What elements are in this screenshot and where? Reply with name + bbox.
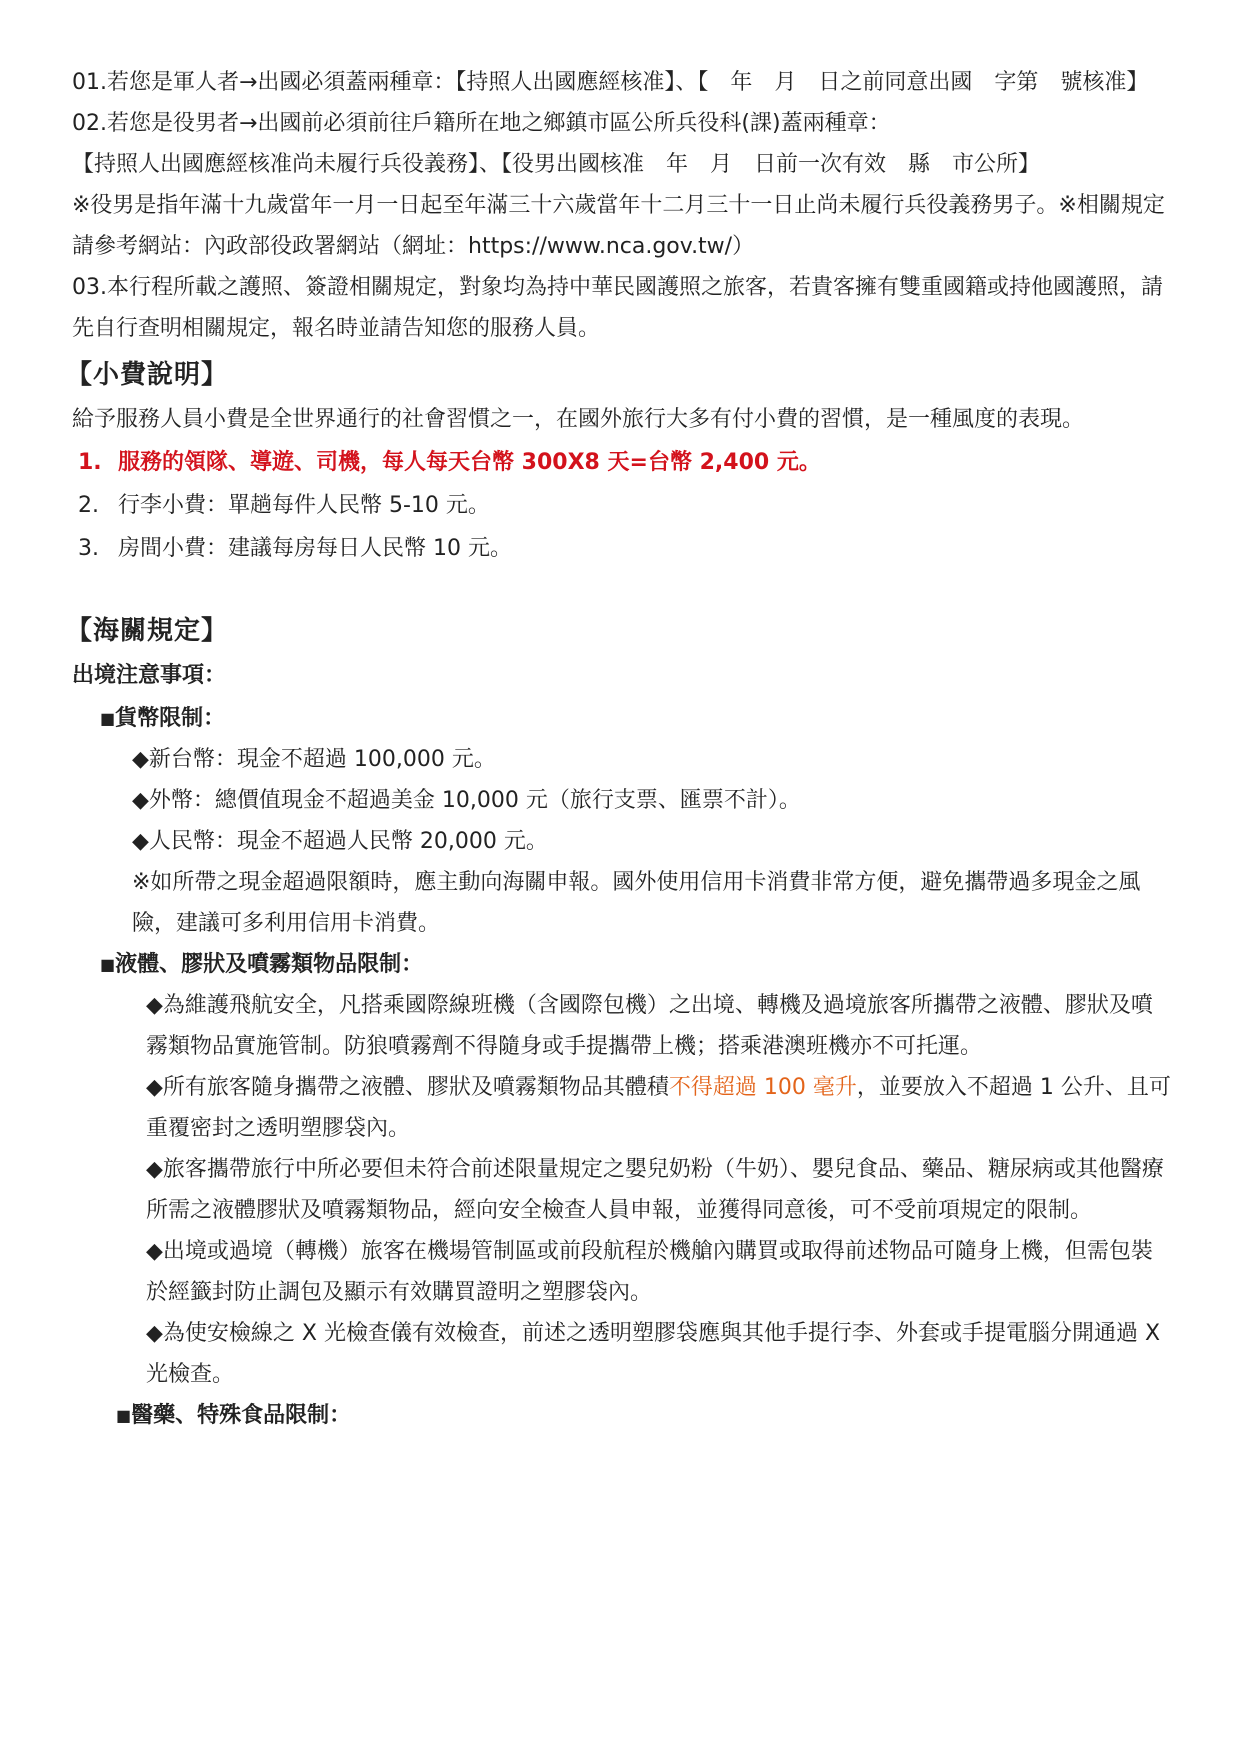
- square-bullet-icon: ■: [100, 955, 116, 974]
- conscript-note-line2: 【持照人出國應經核准尚未履行兵役義務】、【役男出國核准 年 月 日前一次有效 縣 市公所】: [72, 152, 1041, 177]
- departure-title: 出境注意事項：: [72, 663, 227, 688]
- liquids-item-2: [72, 1067, 1172, 1149]
- currency-foreign: ◆外幣：總價值現金不超過美金 10,000 元（旅行支票、匯票不計）。: [132, 788, 801, 813]
- tips-item-1: [72, 442, 1172, 483]
- liquids-item-3: ◆旅客攜帶旅行中所必要但未符合前述限量規定之嬰兒奶粉（牛奶）、嬰兒食品、藥品、糖尿病或其他醫療所需之液體膠狀及噴霧類物品，經向安全檢查人員申報，並獲得同意後，可不受前項規定的限制。: [146, 1157, 1164, 1223]
- currency-title-text: 貨幣限制：: [115, 706, 226, 731]
- liquids-item-1: ◆為維護飛航安全，凡搭乘國際線班機（含國際包機）之出境、轉機及過境旅客所攜帶之液體、膠狀及噴霧類物品實施管制。防狼噴霧劑不得隨身或手提攜帶上機；搭乘港澳班機亦不可托運。: [146, 993, 1153, 1059]
- document-page: [66, 62, 1172, 1436]
- tips-item-text: 服務的領隊、導遊、司機，每人每天台幣 300X8 天=台幣 2,400 元。: [118, 450, 821, 475]
- tips-item-number: 1.: [78, 450, 102, 475]
- currency-section-title: [72, 698, 1172, 739]
- conscript-definition-note: ※役男是指年滿十九歲當年一月一日起至年滿三十六歲當年十二月三十一日止尚未履行兵役義務男子。※相關規定請參考網站：內政部役政署網站（網址：https://www.nca.gov.tw/）: [72, 193, 1165, 259]
- tips-item-2: [72, 485, 1172, 526]
- military-note: 01.若您是軍人者→出國必須蓋兩種章：【持照人出國應經核准】、【 年 月 日之前同意出國 字第 號核准】: [72, 70, 1149, 95]
- customs-heading: 【海關規定】: [66, 616, 229, 646]
- liquids-item-2-after: ，並要放入不超過 1 公升、且可重覆密封之透明塑膠袋內。: [146, 1075, 1171, 1141]
- medicine-section-title: [72, 1395, 1172, 1436]
- liquids-item-5: ◆為使安檢線之 X 光檢查儀有效檢查，前述之透明塑膠袋應與其他手提行李、外套或手提電腦分開通過 X 光檢查。: [146, 1321, 1161, 1387]
- square-bullet-icon: ■: [100, 709, 116, 728]
- tips-item-3: [72, 528, 1172, 569]
- liquids-item-2-before: ◆所有旅客隨身攜帶之液體、膠狀及噴霧類物品其體積: [146, 1075, 669, 1100]
- tips-heading: 【小費說明】: [66, 360, 229, 390]
- liquids-item-4: ◆出境或過境（轉機）旅客在機場管制區或前段航程於機艙內購買或取得前述物品可隨身上機，但需包裝於經籤封防止調包及顯示有效購買證明之塑膠袋內。: [146, 1239, 1153, 1305]
- liquids-volume-limit: 不得超過 100 毫升: [668, 1075, 857, 1100]
- currency-ntd: ◆新台幣：現金不超過 100,000 元。: [132, 747, 496, 772]
- tips-item-number: 3.: [78, 536, 99, 561]
- liquids-section-title: [72, 944, 1172, 985]
- tips-intro: 給予服務人員小費是全世界通行的社會習慣之一，在國外旅行大多有付小費的習慣，是一種風度的表現。: [72, 407, 1085, 432]
- tips-item-number: 2.: [78, 493, 99, 518]
- currency-rmb: ◆人民幣：現金不超過人民幣 20,000 元。: [132, 829, 548, 854]
- currency-note: ※如所帶之現金超過限額時，應主動向海關申報。國外使用信用卡消費非常方便，避免攜帶過多現金之風險，建議可多利用信用卡消費。: [132, 870, 1141, 936]
- conscript-note-line1: 02.若您是役男者→出國前必須前往戶籍所在地之鄉鎮市區公所兵役科(課)蓋兩種章：: [72, 111, 891, 136]
- square-bullet-icon: ■: [116, 1406, 132, 1425]
- tips-item-text: 房間小費：建議每房每日人民幣 10 元。: [118, 536, 512, 561]
- liquids-title-text: 液體、膠狀及噴霧類物品限制：: [115, 952, 424, 977]
- passport-note: 03.本行程所載之護照、簽證相關規定，對象均為持中華民國護照之旅客，若貴客擁有雙重國籍或持他國護照，請先自行查明相關規定，報名時並請告知您的服務人員。: [72, 275, 1163, 341]
- medicine-title-text: 醫藥、特殊食品限制：: [131, 1403, 352, 1428]
- tips-item-text: 行李小費：單趟每件人民幣 5-10 元。: [118, 493, 490, 518]
